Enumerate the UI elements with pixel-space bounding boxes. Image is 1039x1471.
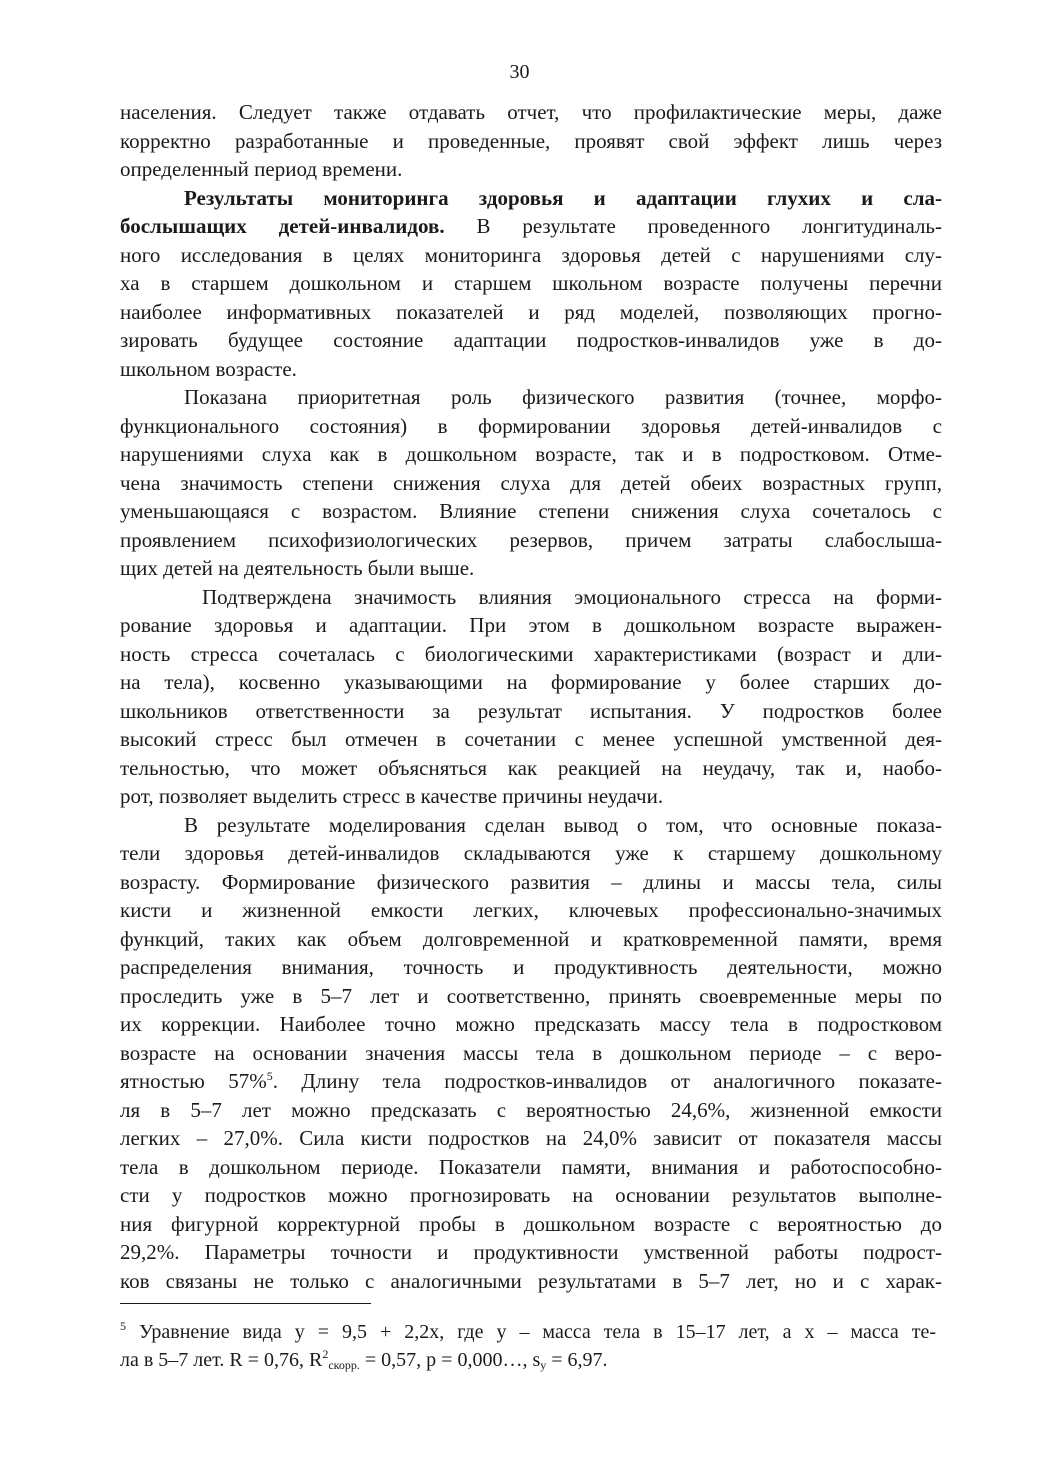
text-line: корректно разработанные и проведенные, проявят свой эффект лишь через: [120, 128, 942, 153]
text-line: тельностью, что может объясняться как реакцией на неудачу, так и, наобо-: [120, 755, 942, 780]
footnote-divider: [120, 1303, 371, 1304]
text-line: ность стресса сочеталась с биологическими характеристиками (возраст и дли-: [120, 641, 942, 666]
text-line: [120, 212, 942, 241]
text-line: функций, таких как объем долговременной и кратковременной памяти, время: [120, 926, 942, 951]
text-line: проследить уже в 5–7 лет и соответственно, принять своевременные меры по: [120, 983, 942, 1008]
text-line: кисти и жизненной емкости легких, ключевых профессионально-значимых: [120, 898, 942, 922]
page-body: [120, 98, 942, 1295]
text-line: легких – 27,0%. Сила кисти подростков на 24,0% зависит от показателя массы: [120, 1126, 942, 1150]
text-fragment: В результате проведенного лонгитудиналь-: [444, 214, 943, 238]
text-line: Подтверждена значимость влияния эмоционального стресса на форми-: [202, 584, 942, 609]
text-line: школьников ответственности за результат испытания. У подростков более: [120, 698, 942, 723]
text-line: рот, позволяет выделить стресс в качестве причины неудачи.: [120, 784, 664, 808]
text-line: [120, 1067, 942, 1096]
text-line: ков связаны не только с аналогичными результатами в 5–7 лет, но и с харак-: [120, 1268, 942, 1293]
text-fragment: Уравнение вида y = 9,5 + 2,2x, где y – масса тела в 15–17 лет, а x – масса те-: [126, 1321, 936, 1343]
footnote: [120, 1318, 936, 1374]
text-fragment: . Длину тела подростков-инвалидов от аналогичного показате-: [272, 1069, 942, 1093]
text-line: высокий стресс был отмечен в сочетании с менее успешной умственной дея-: [120, 727, 942, 751]
section-heading-continued: бослышащих детей-инвалидов.: [120, 214, 445, 238]
text-line: уменьшающаяся с возрастом. Влияние степени снижения слуха сочеталось с: [120, 499, 942, 523]
text-line: ния фигурной корректурной пробы в дошкольном возрасте с вероятностью до: [120, 1211, 942, 1236]
text-line: 29,2%. Параметры точности и продуктивности умственной работы подрост-: [120, 1240, 942, 1264]
text-fragment: = 0,57, p = 0,000…, s: [359, 1349, 541, 1371]
footnote-reference[interactable]: 5: [266, 1069, 273, 1083]
text-line: ха в старшем дошкольном и старшем школьном возрасте получены перечни: [120, 271, 942, 295]
text-line: тели здоровья детей-инвалидов складываются уже к старшему дошкольному: [120, 841, 942, 865]
text-line: наиболее информативных показателей и ряд моделей, позволяющих прогно-: [120, 299, 942, 324]
text-line: чена значимость степени снижения слуха для детей обеих возрастных групп,: [120, 470, 942, 495]
text-line: тела в дошкольном периоде. Показатели памяти, внимания и работоспособно-: [120, 1154, 942, 1179]
text-fragment: ла в 5–7 лет. R = 0,76, R: [120, 1349, 323, 1371]
footnote-line: [120, 1318, 936, 1346]
page-number: 30: [509, 61, 530, 83]
text-line: проявлением психофизиологических резервов, причем затраты слабослыша-: [120, 527, 942, 552]
subscript: y: [540, 1358, 547, 1372]
footnote-marker: 5: [120, 1319, 126, 1333]
text-line: сти у подростков можно прогнозировать на основании результатов выполне-: [120, 1183, 942, 1207]
text-line: распределения внимания, точность и продуктивность деятельности, можно: [120, 955, 942, 979]
text-line: возрасте на основании значения массы тела в дошкольном периоде – с веро-: [120, 1040, 942, 1065]
text-line: нарушениями слуха как в дошкольном возрасте, так и в подростковом. Отме-: [120, 442, 942, 466]
text-line: ля в 5–7 лет можно предсказать с вероятностью 24,6%, жизненной емкости: [120, 1097, 942, 1122]
text-line: щих детей на деятельность были выше.: [120, 556, 475, 580]
text-line: В результате моделирования сделан вывод о том, что основные показа-: [184, 812, 942, 837]
subscript: скорр.: [328, 1358, 360, 1372]
section-heading: Результаты мониторинга здоровья и адаптации глухих и сла-: [184, 185, 942, 210]
text-line: их коррекции. Наиболее точно можно предсказать массу тела в подростковом: [120, 1012, 942, 1036]
paragraph-physical-development: [120, 383, 942, 583]
text-line: школьном возрасте.: [120, 356, 297, 381]
text-line: возрасту. Формирование физического развития – длины и массы тела, силы: [120, 869, 942, 894]
paragraph-continuation: [120, 98, 942, 184]
text-line: населения. Следует также отдавать отчет, что профилактические меры, даже: [120, 100, 942, 124]
text-fragment: ятностью 57%: [120, 1069, 267, 1093]
footnote-line: [120, 1346, 936, 1374]
text-line: зировать будущее состояние адаптации подростков-инвалидов уже в до-: [120, 328, 942, 352]
text-line: определенный период времени.: [120, 157, 403, 181]
paragraph-emotional-stress: [120, 583, 942, 811]
text-line: на тела), косвенно указывающими на формирование у более старших до-: [120, 670, 942, 694]
text-line: ного исследования в целях мониторинга здоровья детей с нарушениями слу-: [120, 242, 942, 267]
text-line: рование здоровья и адаптации. При этом в дошкольном возрасте выражен-: [120, 613, 942, 637]
paragraph-modeling-results: [120, 811, 942, 1296]
superscript: 2: [322, 1347, 329, 1361]
paragraph-results-section: [120, 184, 942, 384]
text-fragment: = 6,97.: [546, 1349, 608, 1371]
text-line: функционального состояния) в формировании здоровья детей-инвалидов с: [120, 413, 942, 438]
text-line: Показана приоритетная роль физического развития (точнее, морфо-: [184, 385, 942, 409]
